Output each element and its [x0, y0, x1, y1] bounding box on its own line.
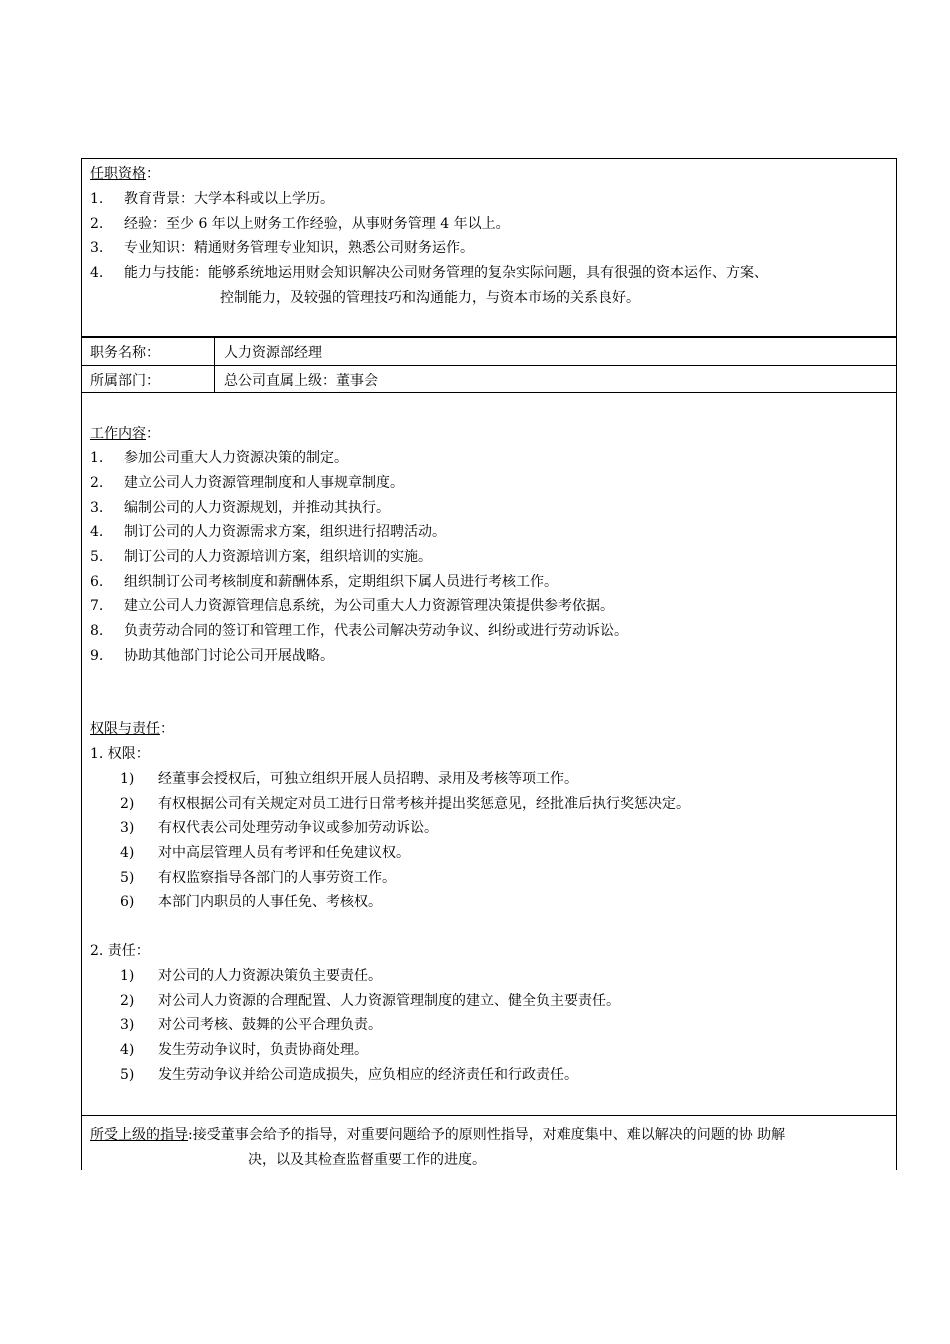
work-item-text: 制订公司的人力资源需求方案，组织进行招聘活动。 [124, 524, 446, 540]
work-item-text: 参加公司重大人力资源决策的制定。 [124, 450, 348, 466]
qualification-text-2: 经验：至少 6 年以上财务工作经验，从事财务管理 4 年以上。 [124, 216, 510, 232]
duty-num: 5) [120, 1067, 135, 1083]
row-divider-department [81, 392, 897, 393]
duty-text: 对公司的人力资源决策负主要责任。 [158, 968, 382, 984]
power-num: 3) [120, 820, 135, 836]
power-num: 6) [120, 894, 135, 910]
work-item-num: 9. [90, 648, 104, 664]
qualification-text-4: 能力与技能：能够系统地运用财会知识解决公司财务管理的复杂实际问题，具有很强的资本运作、方案、 [124, 265, 768, 281]
qualification-num-2: 2. [90, 216, 104, 232]
guidance-line-2: 决，以及其检查监督重要工作的进度。 [248, 1152, 486, 1168]
power-text: 有权代表公司处理劳动争议或参加劳动诉讼。 [158, 820, 438, 836]
power-num: 5) [120, 870, 135, 886]
duties-label: 2. 责任： [90, 943, 150, 959]
table-border-left [81, 158, 82, 1170]
work-item-text: 编制公司的人力资源规划，并推动其执行。 [124, 500, 390, 516]
duty-text: 发生劳动争议并给公司造成损失，应负相应的经济责任和行政责任。 [158, 1067, 578, 1083]
work-item-text: 建立公司人力资源管理制度和人事规章制度。 [124, 475, 404, 491]
department-value: 总公司直属上级：董事会 [224, 373, 378, 389]
work-item-num: 1. [90, 450, 104, 466]
work-item-num: 6. [90, 574, 104, 590]
power-num: 1) [120, 771, 135, 787]
powers-label: 1. 权限： [90, 746, 150, 762]
row-divider-position [81, 365, 897, 366]
work-item-num: 7. [90, 598, 104, 614]
work-item-text: 制订公司的人力资源培训方案，组织培训的实施。 [124, 549, 432, 565]
department-label: 所属部门： [90, 373, 160, 389]
table-border-right [896, 158, 897, 1170]
qualification-text-3: 专业知识：精通财务管理专业知识，熟悉公司财务运作。 [124, 240, 474, 256]
qualification-num-3: 3. [90, 240, 104, 256]
qualification-num-1: 1. [90, 191, 104, 207]
power-text: 经董事会授权后，可独立组织开展人员招聘、录用及考核等项工作。 [158, 771, 578, 787]
power-num: 2) [120, 796, 135, 812]
guidance-text: :接受董事会给予的指导，对重要问题给予的原则性指导，对难度集中、难以解决的问题的协 助解 [188, 1127, 786, 1143]
column-divider-labels [214, 336, 215, 393]
work-item-num: 4. [90, 524, 104, 540]
position-title-value: 人力资源部经理 [224, 345, 322, 361]
power-text: 本部门内职员的人事任免、考核权。 [158, 894, 382, 910]
qualification-num-4: 4. [90, 265, 104, 281]
work-item-text: 协助其他部门讨论公司开展战略。 [124, 648, 334, 664]
duty-num: 2) [120, 993, 135, 1009]
duty-num: 1) [120, 968, 135, 984]
duty-num: 4) [120, 1042, 135, 1058]
power-text: 有权根据公司有关规定对员工进行日常考核并提出奖惩意见，经批准后执行奖惩决定。 [158, 796, 690, 812]
qualification-text-1: 教育背景：大学本科或以上学历。 [124, 191, 334, 207]
position-title-label: 职务名称： [90, 345, 160, 361]
table-border-top [81, 158, 897, 159]
work-item-num: 8. [90, 623, 104, 639]
work-item-text: 组织制订公司考核制度和薪酬体系，定期组织下属人员进行考核工作。 [124, 574, 558, 590]
work-item-text: 建立公司人力资源管理信息系统，为公司重大人力资源管理决策提供参考依据。 [124, 598, 614, 614]
row-divider-qualifications [81, 336, 897, 338]
work-item-text: 负责劳动合同的签订和管理工作，代表公司解决劳动争议、纠纷或进行劳动诉讼。 [124, 623, 628, 639]
duty-text: 发生劳动争议时，负责协商处理。 [158, 1042, 368, 1058]
qualifications-heading: 任职资格： [90, 166, 160, 182]
work-item-num: 2. [90, 475, 104, 491]
row-divider-guidance [81, 1115, 897, 1116]
duty-text: 对公司人力资源的合理配置、人力资源管理制度的建立、健全负主要责任。 [158, 993, 620, 1009]
power-text: 有权监察指导各部门的人事劳资工作。 [158, 870, 396, 886]
duty-text: 对公司考核、鼓舞的公平合理负责。 [158, 1017, 382, 1033]
guidance-line-1 [90, 1126, 785, 1144]
qualification-text-4-continued: 控制能力，及较强的管理技巧和沟通能力，与资本市场的关系良好。 [220, 290, 640, 306]
work-item-num: 3. [90, 500, 104, 516]
duty-num: 3) [120, 1017, 135, 1033]
power-num: 4) [120, 845, 135, 861]
work-item-num: 5. [90, 549, 104, 565]
power-text: 对中高层管理人员有考评和任免建议权。 [158, 845, 410, 861]
authority-heading: 权限与责任： [90, 721, 174, 737]
work-content-heading: 工作内容： [90, 426, 160, 442]
guidance-label: 所受上级的指导 [90, 1127, 188, 1143]
